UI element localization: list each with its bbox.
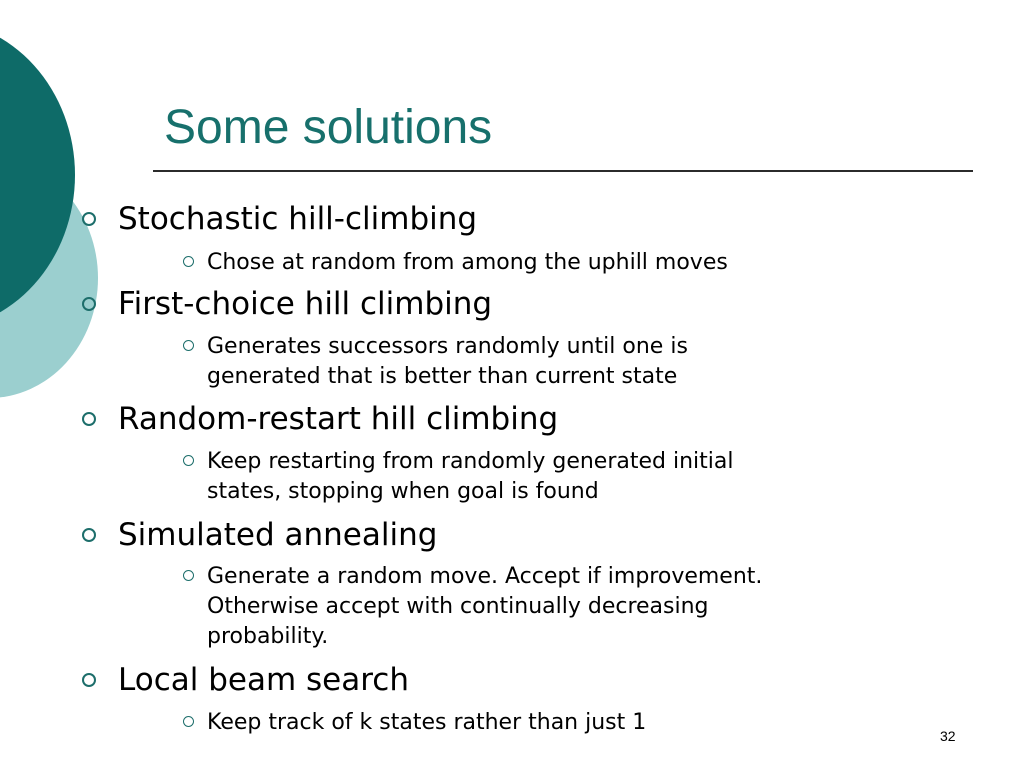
bullet-item xyxy=(82,662,409,698)
hollow-circle-bullet-icon xyxy=(82,528,96,542)
bullet-text: First-choice hill climbing xyxy=(118,286,493,322)
sub-bullet-text: states, stopping when goal is found xyxy=(207,479,599,504)
hollow-circle-bullet-icon xyxy=(82,297,96,311)
hollow-circle-sub-bullet-icon xyxy=(183,340,194,351)
hollow-circle-bullet-icon xyxy=(82,212,96,226)
sub-bullet-text: Generates successors randomly until one is xyxy=(207,334,688,359)
hollow-circle-sub-bullet-icon xyxy=(183,256,194,267)
sub-bullet-text: Keep track of k states rather than just 1 xyxy=(207,710,647,735)
bullet-item xyxy=(82,517,438,553)
bullet-text: Random-restart hill climbing xyxy=(118,401,559,437)
bullet-text: Local beam search xyxy=(118,662,409,698)
hollow-circle-sub-bullet-icon xyxy=(183,455,194,466)
hollow-circle-sub-bullet-icon xyxy=(183,570,194,581)
bullet-item xyxy=(82,401,559,437)
title-divider xyxy=(153,170,973,172)
bullet-text: Stochastic hill-climbing xyxy=(118,201,478,237)
sub-bullet-text: Otherwise accept with continually decreasing xyxy=(207,594,709,619)
sub-bullet-text: probability. xyxy=(207,624,329,649)
sub-bullet-text: Keep restarting from randomly generated initial xyxy=(207,449,734,474)
bullet-item xyxy=(82,286,493,322)
hollow-circle-bullet-icon xyxy=(82,412,96,426)
bullet-text: Simulated annealing xyxy=(118,517,438,553)
hollow-circle-sub-bullet-icon xyxy=(183,716,194,727)
slide-title: Some solutions xyxy=(164,101,493,154)
bullet-item xyxy=(82,201,478,237)
sub-bullet-text: Chose at random from among the uphill moves xyxy=(207,250,728,275)
hollow-circle-bullet-icon xyxy=(82,673,96,687)
sub-bullet-text: Generate a random move. Accept if improvement. xyxy=(207,564,763,589)
page-number: 32 xyxy=(940,728,956,744)
sub-bullet-text: generated that is better than current state xyxy=(207,364,678,389)
